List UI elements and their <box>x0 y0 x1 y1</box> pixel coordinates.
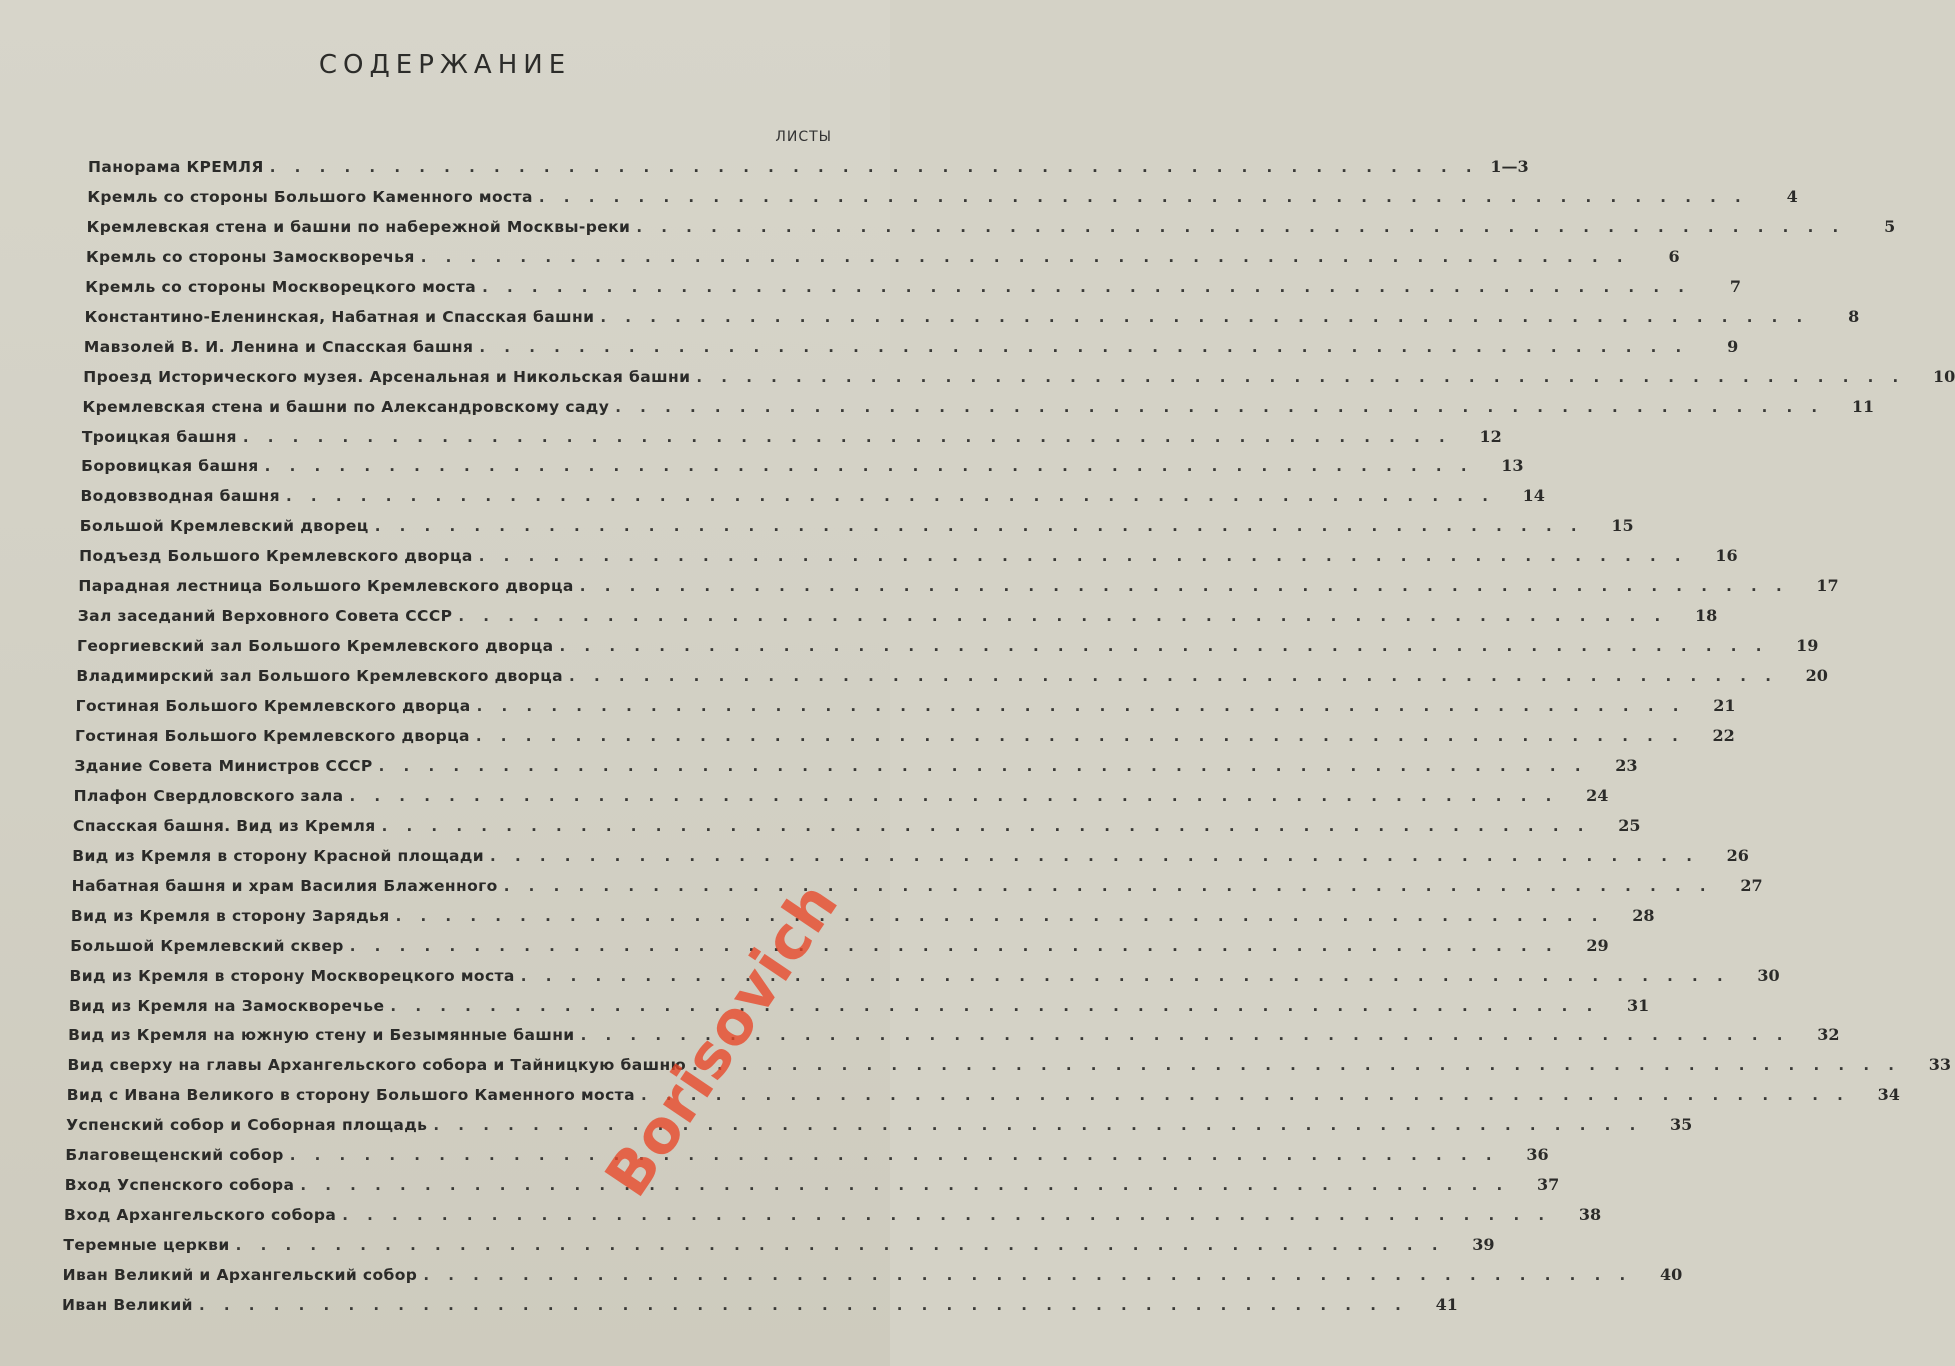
dot-leader: . . . . . . . . . . . . . . . . . . . . . . . . . . . . . . . . . . . . . . . . . . . . . . . . . <box>478 547 1688 566</box>
toc-entry-page: 34 <box>1877 1085 1900 1105</box>
toc-row <box>65 1138 1549 1165</box>
toc-entry-title: Благовещенский собор <box>65 1146 284 1165</box>
dot-leader: . . . . . . . . . . . . . . . . . . . . . . . . . . . . . . . . . . . . . . . . . . . . . . . . . <box>692 1056 1901 1075</box>
toc-row <box>70 929 1609 955</box>
dot-leader: . . . . . . . . . . . . . . . . . . . . . . . . . . . . . . . . . . . . . . . . . . . . . . . . . <box>475 727 1685 745</box>
toc-entry-page: 16 <box>1715 546 1738 566</box>
toc-entry-title: Вид с Ивана Великого в сторону Большого Каменного моста <box>66 1086 635 1105</box>
dot-leader: . . . . . . . . . . . . . . . . . . . . . . . . . . . . . . . . . . . . . . . . . . . . . . . . . <box>300 1176 1510 1195</box>
toc-row <box>80 479 1545 506</box>
toc-entry-page: 32 <box>1817 1025 1840 1045</box>
toc-entry-title: Успенский собор и Соборная площадь <box>66 1116 428 1135</box>
dot-leader: . . . . . . . . . . . . . . . . . . . . . . . . . . . . . . . . . . . . . . . . . . . . . . . . . <box>286 487 1495 506</box>
toc-row <box>87 180 1798 206</box>
toc-entry-title: Гостиная Большого Кремлевского дворца <box>75 697 471 716</box>
toc-entry-title: Кремль со стороны Большого Каменного моста <box>87 187 533 206</box>
dot-leader: . . . . . . . . . . . . . . . . . . . . . . . . . . . . . . . . . . . . . . . . . . . . . . . . . <box>349 786 1559 805</box>
toc-entry-page: 1—3 <box>1490 157 1529 176</box>
toc-row <box>78 569 1839 596</box>
toc-entry-title: Кремль со стороны Замоскворечья <box>85 247 415 266</box>
toc-entry-title: Большой Кремлевский сквер <box>70 936 344 955</box>
toc-entry-title: Парадная лестница Большого Кремлевского дворца <box>78 577 574 596</box>
toc-entry-page: 8 <box>1848 306 1860 326</box>
toc-entry-title: Иван Великий и Архангельский собор <box>62 1266 418 1285</box>
toc-entry-page: 23 <box>1615 755 1638 775</box>
dot-leader: . . . . . . . . . . . . . . . . . . . . . . . . . . . . . . . . . . . . . . . . . . . . . . . . . <box>579 577 1789 596</box>
toc-entry-title: Троицкая башня <box>81 427 237 446</box>
toc-entry-title: Вход Успенского собора <box>64 1176 295 1195</box>
toc-entry-title: Вид из Кремля в сторону Москворецкого моста <box>69 966 515 985</box>
toc-row <box>71 869 1763 895</box>
toc-entry-page: 31 <box>1627 995 1650 1015</box>
toc-entry-title: Константино-Еленинская, Набатная и Спасская башни <box>84 307 595 326</box>
toc-entry-page: 15 <box>1611 516 1634 536</box>
dot-leader: . . . . . . . . . . . . . . . . . . . . . . . . . . . . . . . . . . . . . . . . . . . . . . . . . <box>520 966 1730 985</box>
toc-entry-title: Набатная башня и храм Василия Блаженного <box>71 876 498 895</box>
dot-leader: . . . . . . . . . . . . . . . . . . . . . . . . . . . . . . . . . . . . . . . . . . . . . . . . . <box>569 667 1778 686</box>
toc-row <box>79 539 1738 566</box>
toc-row <box>85 240 1680 266</box>
toc-row <box>83 330 1739 356</box>
toc-entry-page: 17 <box>1816 576 1839 596</box>
toc-row <box>77 599 1718 626</box>
toc-entry-page: 36 <box>1526 1145 1549 1165</box>
toc-row <box>88 150 1529 176</box>
dot-leader: . . . . . . . . . . . . . . . . . . . . . . . . . . . . . . . . . . . . . . . . . . . . . . . . . <box>559 637 1769 656</box>
toc-entry-page: 9 <box>1727 336 1739 356</box>
toc-row <box>70 899 1655 925</box>
dot-leader: . . . . . . . . . . . . . . . . . . . . . . . . . . . . . . . . . . . . . . . . . . . . . . . . . <box>503 876 1713 895</box>
toc-entry-page: 39 <box>1472 1235 1495 1255</box>
toc-entry-title: Вид сверху на главы Архангельского собора и Тайницкую башню <box>67 1056 687 1075</box>
toc-row <box>73 779 1609 805</box>
column-header-pages: ЛИСТЫ <box>775 129 832 145</box>
toc-entry-page: 22 <box>1712 726 1735 745</box>
toc-entry-page: 37 <box>1536 1175 1560 1195</box>
dot-leader: . . . . . . . . . . . . . . . . . . . . . . . . . . . . . . . . . . . . . . . . . . . . . . . . . <box>390 996 1600 1015</box>
dot-leader: . . . . . . . . . . . . . . . . . . . . . . . . . . . . . . . . . . . . . . . . . . . . . . . . . <box>640 1086 1850 1105</box>
toc-entry-page: 13 <box>1501 456 1524 476</box>
toc-entry-title: Кремль со стороны Москворецкого моста <box>85 277 477 296</box>
toc-entry-title: Вид из Кремля в сторону Красной площади <box>72 846 485 865</box>
toc-entry-page: 10 <box>1932 366 1955 386</box>
toc-entry-title: Зал заседаний Верховного Совета СССР <box>77 607 453 626</box>
toc-entry-title: Иван Великий <box>62 1296 193 1314</box>
dot-leader: . . . . . . . . . . . . . . . . . . . . . . . . . . . . . . . . . . . . . . . . . . . . . . . . . <box>420 247 1630 266</box>
dot-leader: . . . . . . . . . . . . . . . . . . . . . . . . . . . . . . . . . . . . . . . . . . . . . . . . . <box>349 936 1559 955</box>
toc-entry-title: Кремлевская стена и башни по набережной Москвы-реки <box>86 217 631 236</box>
toc-entry-page: 12 <box>1479 426 1502 446</box>
toc-row <box>77 629 1819 656</box>
dot-leader: . . . . . . . . . . . . . . . . . . . . . . . . . . . . . . . . . . . . . . . . . . . . . . . . . <box>378 756 1588 775</box>
toc-entry-page: 14 <box>1522 486 1545 506</box>
toc-row <box>74 749 1638 775</box>
dot-leader: . . . . . . . . . . . . . . . . . . . . . . . . . . . . . . . . . . . . . . . . . . . . . . . . . <box>476 697 1686 716</box>
toc-entry-title: Гостиная Большого Кремлевского дворца <box>75 727 470 745</box>
dot-leader: . . . . . . . . . . . . . . . . . . . . . . . . . . . . . . . . . . . . . . . . . . . . . . . . . <box>289 1146 1499 1165</box>
toc-entry-page: 21 <box>1713 696 1736 716</box>
toc-row <box>62 1288 1458 1314</box>
toc-row <box>64 1168 1560 1195</box>
dot-leader: . . . . . . . . . . . . . . . . . . . . . . . . . . . . . . . . . . . . . . . . . . . . . . . . . <box>538 187 1748 206</box>
toc-entry-title: Мавзолей В. И. Ленина и Спасская башня <box>83 337 474 356</box>
dot-leader: . . . . . . . . . . . . . . . . . . . . . . . . . . . . . . . . . . . . . . . . . . . . . . . . . <box>482 277 1691 296</box>
toc-entry-page: 4 <box>1786 186 1798 206</box>
toc-entry-title: Большой Кремлевский дворец <box>79 517 369 536</box>
toc-entry-title: Плафон Свердловского зала <box>73 786 344 805</box>
dot-leader: . . . . . . . . . . . . . . . . . . . . . . . . . . . . . . . . . . . . . . . . . . . . . . . . . <box>242 427 1452 446</box>
toc-entry-page: 25 <box>1618 815 1641 835</box>
toc-entry-title: Здание Совета Министров СССР <box>74 756 373 775</box>
toc-entry-title: Подъезд Большого Кремлевского дворца <box>79 547 473 566</box>
toc-entry-page: 29 <box>1586 935 1609 955</box>
dot-leader: . . . . . . . . . . . . . . . . . . . . . . . . . . . . . . . . . . . . . . . . . . . . . . . . . <box>381 816 1591 835</box>
dot-leader: . . . . . . . . . . . . . . . . . . . . . . . . . . . . . . . . . . . . . . . . . . . . . . . . . <box>458 607 1668 626</box>
dot-leader: . . . . . . . . . . . . . . . . . . . . . . . . . . . . . . . . . . . . . . . . . . . . . . . . . <box>636 217 1846 236</box>
toc-entry-title: Георгиевский зал Большого Кремлевского дворца <box>77 637 554 656</box>
toc-row <box>64 1198 1602 1225</box>
dot-leader: . . . . . . . . . . . . . . . . . . . . . . . . . . . . . . . . . . . . . . . . . . . . . . . . . <box>374 517 1584 536</box>
dot-leader: . . . . . . . . . . . . . . . . . . . . . . . . . . . . . . . . . . . . . . . . . . . . . . . . . <box>264 457 1474 476</box>
dot-leader: . . . . . . . . . . . . . . . . . . . . . . . . . . . . . . . . . . . . . . . . . . . . . . . . . <box>198 1296 1408 1314</box>
toc-entry-page: 26 <box>1726 845 1749 865</box>
dot-leader: . . . . . . . . . . . . . . . . . . . . . . . . . . . . . . . . . . . . . . . . . . . . . . . . . <box>696 367 1906 386</box>
toc-entry-title: Кремлевская стена и башни по Александровскому саду <box>82 397 610 416</box>
toc-entry-page: 7 <box>1729 276 1741 296</box>
toc-entry-title: Вид из Кремля на южную стену и Безымянные башни <box>68 1026 575 1045</box>
toc-entry-title: Владимирский зал Большого Кремлевского дворца <box>76 667 564 686</box>
toc-entry-page: 19 <box>1796 636 1819 656</box>
dot-leader: . . . . . . . . . . . . . . . . . . . . . . . . . . . . . . . . . . . . . . . . . . . . . . . . . <box>479 337 1689 356</box>
toc-entry-page: 38 <box>1578 1205 1602 1225</box>
dot-leader: . . . . . . . . . . . . . . . . . . . . . . . . . . . . . . . . . . . . . . . . . . . . . . . . . <box>395 906 1605 925</box>
toc-row <box>84 300 1860 326</box>
toc-entry-title: Боровицкая башня <box>81 457 259 476</box>
toc-row <box>81 420 1502 446</box>
watermark-text: Borisovich <box>592 869 853 1210</box>
toc-entry-page: 5 <box>1884 216 1896 236</box>
dot-leader: . . . . . . . . . . . . . . . . . . . . . . . . . . . . . . . . . . . . . . . . . . . . . . . . . <box>600 307 1810 326</box>
toc-entry-title: Спасская башня. Вид из Кремля <box>72 816 376 835</box>
dot-leader: . . . . . . . . . . . . . . . . . . . . . . . . . . . . . . . . . . . . . . . . . . . . . . . . . <box>433 1116 1643 1135</box>
toc-entry-title: Вид из Кремля на Замоскворечье <box>68 996 385 1015</box>
toc-entry-title: Панорама КРЕМЛЯ <box>88 158 264 176</box>
page-title: СОДЕРЖАНИЕ <box>318 50 572 80</box>
toc-row <box>82 390 1875 416</box>
toc-entry-page: 35 <box>1670 1115 1693 1135</box>
toc-row <box>83 360 1955 386</box>
toc-row <box>86 210 1896 236</box>
toc-entry-page: 18 <box>1695 606 1718 626</box>
dot-leader: . . . . . . . . . . . . . . . . . . . . . . . . . . . . . . . . . . . . . . . . . . . . . . . . . <box>269 158 1479 176</box>
dot-leader: . . . . . . . . . . . . . . . . . . . . . . . . . . . . . . . . . . . . . . . . . . . . . . . . . <box>580 1026 1790 1045</box>
toc-entry-page: 11 <box>1851 396 1875 416</box>
toc-row <box>81 449 1524 476</box>
toc-entry-page: 40 <box>1659 1265 1683 1285</box>
toc-entry-page: 41 <box>1435 1295 1458 1314</box>
toc-entry-page: 30 <box>1757 965 1780 985</box>
dot-leader: . . . . . . . . . . . . . . . . . . . . . . . . . . . . . . . . . . . . . . . . . . . . . . . . . <box>490 846 1699 865</box>
toc-entry-page: 20 <box>1805 666 1828 686</box>
toc-entry-page: 24 <box>1586 785 1609 805</box>
toc-row <box>76 659 1828 686</box>
dot-leader: . . . . . . . . . . . . . . . . . . . . . . . . . . . . . . . . . . . . . . . . . . . . . . . . . <box>235 1236 1445 1255</box>
dot-leader: . . . . . . . . . . . . . . . . . . . . . . . . . . . . . . . . . . . . . . . . . . . . . . . . . <box>342 1206 1552 1225</box>
toc-entry-page: 33 <box>1928 1055 1951 1075</box>
toc-entry-title: Проезд Исторического музея. Арсенальная и Никольская башни <box>83 367 691 386</box>
toc-row <box>85 270 1741 296</box>
toc-entry-title: Теремные церкви <box>63 1236 230 1255</box>
toc-row <box>62 1258 1683 1285</box>
toc-row <box>75 719 1735 745</box>
dot-leader: . . . . . . . . . . . . . . . . . . . . . . . . . . . . . . . . . . . . . . . . . . . . . . . . . <box>615 397 1825 416</box>
toc-entry-page: 27 <box>1740 875 1763 895</box>
toc-row <box>75 689 1736 716</box>
toc-row <box>79 509 1634 536</box>
toc-entry-title: Вход Архангельского собора <box>64 1206 337 1225</box>
toc-row <box>69 959 1780 985</box>
toc-row <box>72 809 1641 835</box>
toc-row <box>63 1228 1495 1255</box>
toc-entry-title: Водовзводная башня <box>80 487 281 506</box>
toc-row <box>72 839 1749 865</box>
toc-entry-title: Вид из Кремля в сторону Зарядья <box>70 906 390 925</box>
toc-entry-page: 6 <box>1668 246 1680 266</box>
toc-entry-page: 28 <box>1632 905 1655 925</box>
dot-leader: . . . . . . . . . . . . . . . . . . . . . . . . . . . . . . . . . . . . . . . . . . . . . . . . . <box>423 1266 1633 1285</box>
